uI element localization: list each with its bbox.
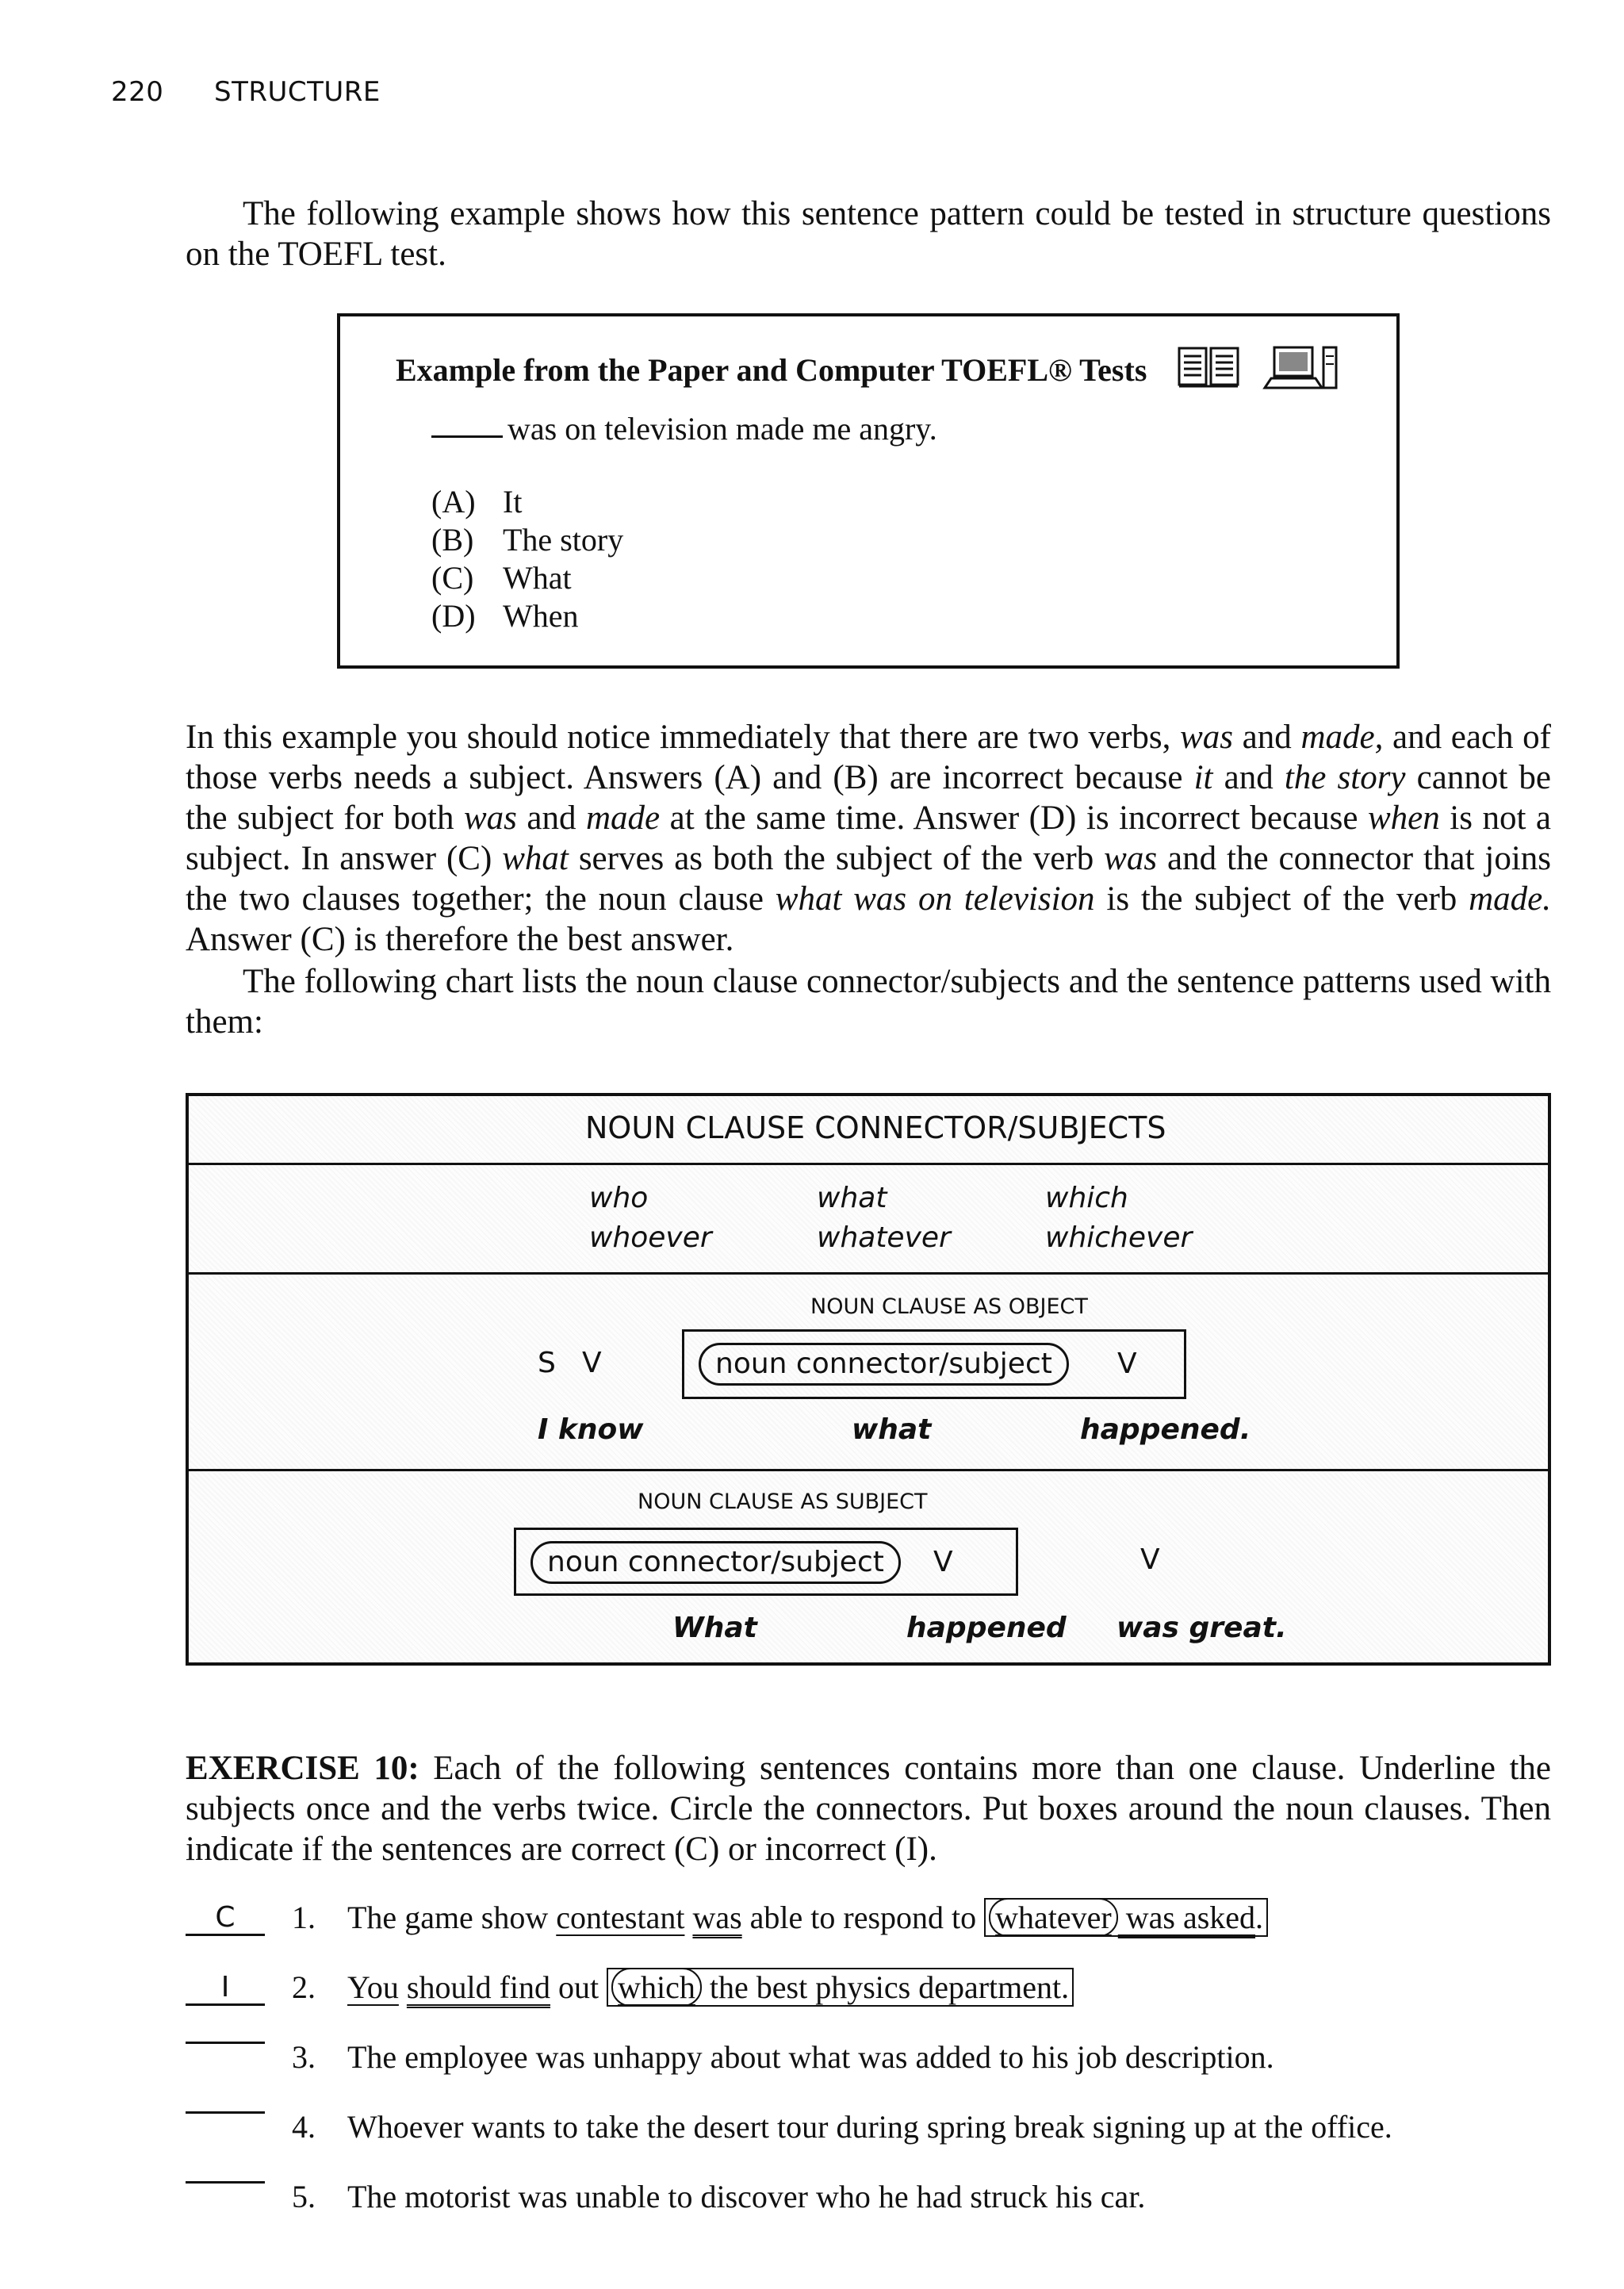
chart-divider [189, 1272, 1548, 1275]
example-happened: happened. [1080, 1413, 1251, 1446]
noun-clause-box: whatever was asked. [984, 1898, 1268, 1937]
italic-term: was [1104, 840, 1158, 877]
computer-icon [1260, 345, 1339, 393]
italic-term: was [463, 799, 517, 837]
subject-underline: You [347, 1969, 399, 2005]
running-header [111, 76, 381, 108]
subject-section-label: NOUN CLAUSE AS SUBJECT [638, 1490, 928, 1514]
italic-term: was [1180, 719, 1234, 756]
object-section-label: NOUN CLAUSE AS OBJECT [810, 1294, 1088, 1319]
italic-term: made. [1469, 880, 1551, 918]
noun-clause-box [682, 1329, 1186, 1399]
option-b: (B) The story [431, 522, 624, 558]
example-was-great: was great. [1116, 1612, 1287, 1644]
connector-chart [186, 1093, 1551, 1666]
connector-pill: noun connector/subject [699, 1343, 1069, 1386]
noun-clause-box: which the best physics department. [607, 1968, 1074, 2007]
item-sentence: The employee was unhappy about what was added to his job description. [347, 2039, 1274, 2075]
example-what: What [672, 1612, 757, 1644]
explanation-paragraph: In this example you should notice immediately that there are two verbs, was and made, and each of those verbs needs a subject. Answers (A) and (B) are incorrect because it and the story cannot be the subject for both was and made at the same time. Answer (D) is incorrect because when is not a subject. In answer (C) what serves as both the subject of the verb was and the connector that joins the two clauses together; the noun clause what was on television is the subject of the verb made. Answer (C) is therefore the best answer. [186, 719, 1552, 958]
chart-divider [189, 1163, 1548, 1165]
item-sentence: The motorist was unable to discover who he had struck his car. [347, 2179, 1146, 2214]
page-number: 220 [111, 76, 164, 108]
subject-s: S [538, 1347, 556, 1379]
exercise-instructions: EXERCISE 10: Each of the following sentences contains more than one clause. Underline the subjects once and the verbs twice. Circle the connectors. Put boxes around the noun clauses. Then indicate if the sentences are correct (C) or incorrect (I). [186, 1750, 1551, 1868]
exercise-list: C 1. The game show contestant was able to respond to whatever was asked. I 2. You should find out which the best physics department. 3. The employee was unhappy about what was added to his job description. 4. Whoever wants to take the desert tour during spring break signing up at the office. 5. The motorist was unable to discover who he had struck his car. [0, 1899, 1624, 2264]
item-sentence: The game show contestant was able to respond to whatever was asked. [347, 1899, 1268, 1936]
answer-line[interactable] [186, 2181, 265, 2184]
italic-term: what [502, 840, 569, 877]
answer-line[interactable]: C [186, 1902, 265, 1936]
italic-term: it [1193, 759, 1213, 796]
verb-underline: was [692, 1900, 742, 1935]
verb-v: V [582, 1347, 602, 1379]
item-sentence: You should find out which the best physics department. [347, 1969, 1074, 2006]
connector-column-3: which whichever [1045, 1182, 1193, 1254]
connector-pill: noun connector/subject [530, 1541, 901, 1584]
chart-title: NOUN CLAUSE CONNECTOR/SUBJECTS [585, 1110, 1166, 1145]
connector-column-1: who whoever [589, 1182, 712, 1254]
italic-term: made, [1300, 719, 1384, 756]
example-i-know: I know [538, 1413, 644, 1446]
answer-line[interactable] [186, 2042, 265, 2044]
connector-circle: which [611, 1968, 702, 2007]
italic-term: when [1367, 799, 1440, 837]
option-d: (D) When [431, 598, 579, 634]
section-title: STRUCTURE [214, 76, 381, 108]
chart-divider [189, 1469, 1548, 1471]
example-happened: happened [906, 1612, 1067, 1644]
example-title: Example from the Paper and Computer TOEFL® Tests [396, 352, 1147, 388]
main-verb-v: V [1140, 1543, 1160, 1576]
connector-column-2: what whatever [817, 1182, 951, 1254]
question-stem: was on television made me angry. [431, 410, 937, 447]
exercise-label: EXERCISE 10: [186, 1750, 419, 1787]
answer-blank [431, 435, 503, 438]
italic-term: made [586, 799, 661, 837]
subject-underline: contestant [556, 1900, 685, 1935]
answer-line[interactable] [186, 2111, 265, 2114]
option-a: (A) It [431, 484, 523, 520]
noun-clause-box [514, 1528, 1018, 1596]
connector-circle: whatever [989, 1898, 1118, 1937]
book-icon [1177, 345, 1240, 389]
chart-intro-paragraph: The following chart lists the noun clause connector/subjects and the sentence patterns used with them: [186, 963, 1551, 1041]
intro-paragraph: The following example shows how this sentence pattern could be tested in structure questions on the TOEFL test. [186, 195, 1551, 273]
verb-underline: should find [406, 1969, 551, 2005]
inner-verb-v: V [1117, 1348, 1137, 1380]
option-c: (C) What [431, 560, 572, 596]
italic-term: what was on television [775, 880, 1095, 918]
italic-term: the story [1284, 759, 1406, 796]
example-box [337, 313, 1400, 669]
inner-verb-v: V [933, 1546, 953, 1578]
example-what: what [852, 1413, 932, 1446]
item-sentence: Whoever wants to take the desert tour during spring break signing up at the office. [347, 2109, 1392, 2145]
answer-line[interactable]: I [186, 1972, 265, 2006]
